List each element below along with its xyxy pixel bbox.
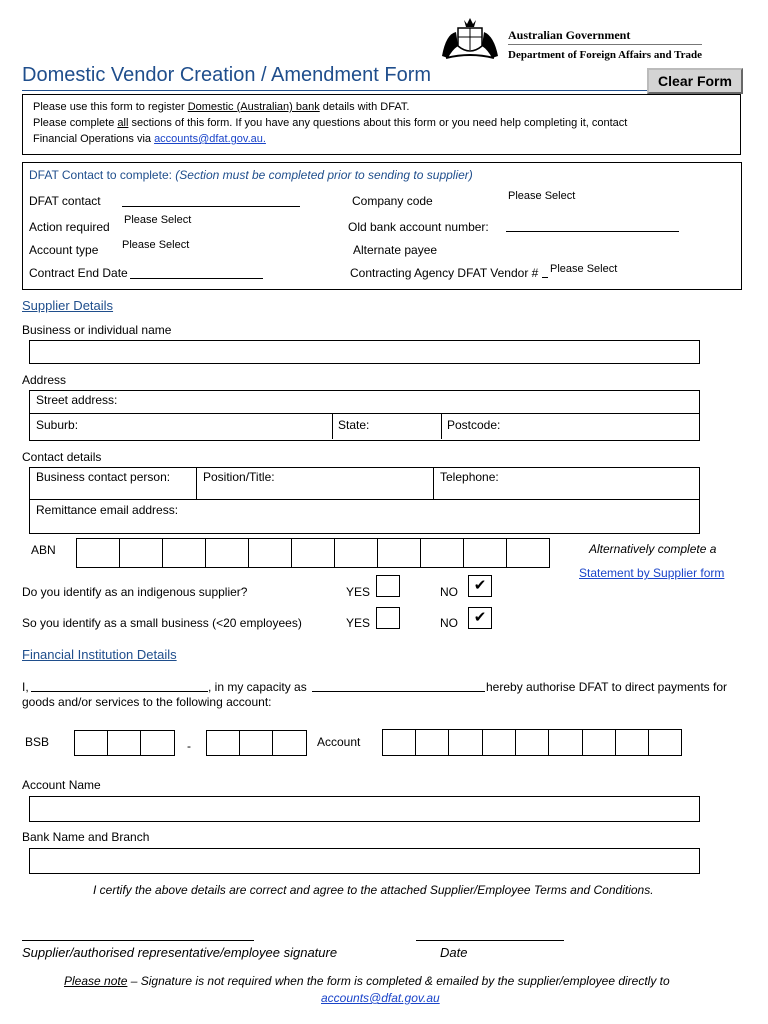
old-bank-field[interactable] — [506, 231, 679, 232]
gov-title: Australian Government — [508, 28, 631, 42]
indigenous-question: Do you identify as an indigenous supplier? — [22, 585, 248, 599]
postcode-field[interactable]: Postcode: — [447, 418, 501, 432]
address-box — [29, 390, 700, 441]
certify-statement: I certify the above details are correct and agree to the attached Supplier/Employee Terms and Conditions. — [93, 883, 654, 897]
position-title-field[interactable]: Position/Title: — [203, 470, 275, 484]
intro-line-2: Please complete all sections of this form. If you have any questions about this form or you need help completing it, contact — [33, 117, 628, 129]
bank-name-field[interactable] — [29, 848, 700, 874]
company-code-select[interactable]: Please Select — [508, 190, 576, 202]
business-name-label: Business or individual name — [22, 323, 172, 337]
small-business-yes-label: YES — [346, 616, 371, 630]
abn-label: ABN — [31, 543, 56, 557]
account-label: Account — [317, 735, 361, 749]
small-business-question: So you identify as a small business (<20 employees) — [22, 616, 302, 630]
business-name-field[interactable] — [29, 340, 700, 364]
contract-end-field[interactable] — [130, 278, 263, 279]
alt-complete-text: Alternatively complete a — [589, 542, 717, 556]
small-business-no-checkbox[interactable]: ✔ — [468, 607, 492, 629]
indigenous-yes-checkbox[interactable] — [376, 575, 400, 597]
date-field[interactable] — [416, 940, 564, 941]
contact-person-field[interactable]: Business contact person: — [36, 470, 171, 484]
indigenous-no-checkbox[interactable]: ✔ — [468, 575, 492, 597]
suburb-field[interactable]: Suburb: — [36, 418, 79, 432]
authorise-text-line2: goods and/or services to the following account: — [22, 695, 272, 709]
intro-line-3: Financial Operations via accounts@dfat.gov.au. — [33, 133, 266, 145]
clear-form-button[interactable]: Clear Form — [647, 68, 743, 94]
dfat-contact-label: DFAT contact — [29, 194, 101, 208]
small-business-no-label: NO — [440, 616, 458, 630]
signature-label: Supplier/authorised representative/employee signature — [22, 945, 338, 960]
small-business-yes-checkbox[interactable] — [376, 607, 400, 629]
street-address-field[interactable]: Street address: — [36, 393, 118, 407]
state-field[interactable]: State: — [338, 418, 370, 432]
old-bank-label: Old bank account number: — [348, 220, 489, 234]
account-type-select[interactable]: Please Select — [122, 239, 190, 251]
indigenous-yes-label: YES — [346, 585, 371, 599]
account-type-label: Account type — [29, 243, 99, 257]
account-name-field[interactable] — [29, 796, 700, 822]
intro-line-1: Please use this form to register Domestic (Australian) bank details with DFAT. — [33, 101, 410, 113]
contract-end-label: Contract End Date — [29, 266, 128, 280]
date-label: Date — [440, 945, 468, 960]
bsb-cells-2[interactable] — [206, 730, 307, 756]
address-label: Address — [22, 373, 67, 387]
vendor-label: Contracting Agency DFAT Vendor # — [350, 266, 539, 280]
bsb-cells-1[interactable] — [74, 730, 175, 756]
action-required-label: Action required — [29, 220, 110, 234]
note-email-link[interactable]: accounts@dfat.gov.au — [321, 991, 440, 1005]
indigenous-no-label: NO — [440, 585, 458, 599]
bsb-dash: - — [187, 739, 191, 753]
abn-cells[interactable] — [76, 538, 550, 568]
bank-name-label: Bank Name and Branch — [22, 830, 150, 844]
telephone-field[interactable]: Telephone: — [440, 470, 499, 484]
contact-details-label: Contact details — [22, 450, 102, 464]
authorise-capacity-label: , in my capacity as — [208, 680, 307, 694]
alternate-payee-label: Alternate payee — [353, 243, 438, 257]
bsb-label: BSB — [25, 735, 50, 749]
coat-of-arms-icon — [438, 16, 502, 62]
company-code-label: Company code — [352, 194, 433, 208]
remittance-email-field[interactable]: Remittance email address: — [36, 503, 179, 517]
supplier-details-heading: Supplier Details — [22, 298, 114, 313]
please-note: Please note – Signature is not required when the form is completed & emailed by the supplier/employee directly to — [64, 974, 670, 988]
vendor-select[interactable]: Please Select — [550, 263, 618, 275]
account-cells[interactable] — [382, 729, 682, 756]
statement-by-supplier-link[interactable]: Statement by Supplier form — [579, 566, 725, 580]
form-title: Domestic Vendor Creation / Amendment Form — [22, 64, 432, 86]
financial-details-heading: Financial Institution Details — [22, 647, 177, 662]
dfat-contact-field[interactable] — [122, 206, 300, 207]
signature-field[interactable] — [22, 940, 254, 941]
authorise-text: hereby authorise DFAT to direct payments for — [486, 680, 728, 694]
authorise-capacity-field[interactable] — [312, 691, 485, 692]
authorise-name-field[interactable] — [31, 691, 208, 692]
dept-title: Department of Foreign Affairs and Trade — [508, 49, 703, 61]
action-required-select[interactable]: Please Select — [124, 214, 192, 226]
dfat-heading: DFAT Contact to complete: (Section must be completed prior to sending to supplier) — [29, 168, 473, 182]
authorise-i-label: I, — [22, 680, 29, 694]
account-name-label: Account Name — [22, 778, 101, 792]
accounts-email-link[interactable]: accounts@dfat.gov.au. — [154, 133, 266, 145]
